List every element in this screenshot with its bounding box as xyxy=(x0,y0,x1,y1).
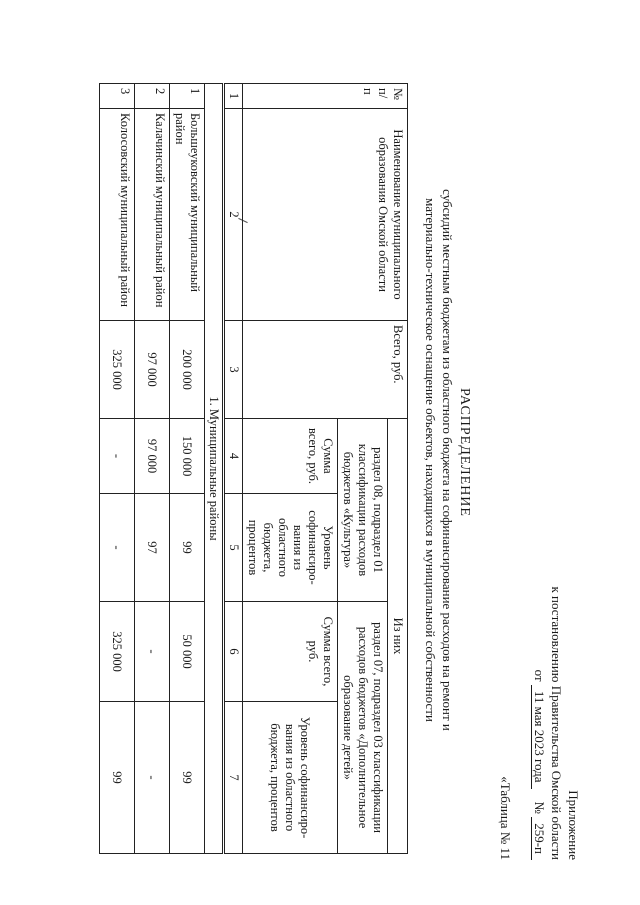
header-culture-level: Уровень софинансиро-вания из областного бюджета, процентов xyxy=(243,494,338,602)
column-number-row xyxy=(224,84,243,854)
decree-reference: к постановлению Правительства Омской области xyxy=(549,586,564,860)
col-num-7: 7 xyxy=(224,702,243,854)
header-of-them: Из них xyxy=(388,419,408,854)
row-culture-sum: 97 000 xyxy=(135,419,170,494)
row-culture-sum: - xyxy=(100,419,135,494)
appendix-header xyxy=(531,470,582,860)
col-num-1: 1 xyxy=(224,84,243,109)
header-name: Наименование муниципального образования Омской области xyxy=(243,109,408,321)
appendix-label: Приложение xyxy=(566,790,581,860)
table-row xyxy=(100,84,135,854)
row-edu-level: - xyxy=(135,702,170,854)
document-subtitle xyxy=(422,150,456,770)
decree-date: 11 мая 2023 года xyxy=(531,685,547,789)
document-title: РАСПРЕДЕЛЕНИЕ xyxy=(457,388,472,517)
row-num: 3 xyxy=(100,84,135,109)
col-num-2: 2 xyxy=(224,109,243,321)
row-culture-level: 99 xyxy=(170,494,205,602)
row-total: 97 000 xyxy=(135,321,170,419)
header-edu-sum: Сумма всего, руб. xyxy=(243,602,338,702)
header-total: Всего, руб. xyxy=(243,321,408,419)
row-total: 200 000 xyxy=(170,321,205,419)
row-name: Большеуковский муниципальный район xyxy=(170,109,205,321)
row-edu-sum: 325 000 xyxy=(100,602,135,702)
header-row-1 xyxy=(388,84,408,854)
subsidy-distribution-table xyxy=(99,83,408,854)
number-prefix: № xyxy=(532,801,547,814)
table-row xyxy=(170,84,205,854)
subtitle-line-1: субсидий местным бюджетам из областного бюджета на софинансирование расходов на ремонт и xyxy=(440,189,455,731)
col-num-6: 6 xyxy=(224,602,243,702)
date-prefix: от xyxy=(532,669,547,682)
header-education: раздел 07, подраздел 03 классификации расходов бюджетов «Дополнительное образование детей» xyxy=(338,602,388,854)
row-edu-sum: 50 000 xyxy=(170,602,205,702)
row-edu-level: 99 xyxy=(170,702,205,854)
col-num-3: 3 xyxy=(224,321,243,419)
header-culture: раздел 08, подраздел 01 классификации расходов бюджетов «Культура» xyxy=(338,419,388,602)
row-num: 2 xyxy=(135,84,170,109)
row-culture-level: - xyxy=(100,494,135,602)
section-heading: 1. Муниципальные районы xyxy=(205,84,224,854)
decree-date-number-line xyxy=(531,470,548,860)
col-num-4: 4 xyxy=(224,419,243,494)
row-edu-sum: - xyxy=(135,602,170,702)
row-num: 1 xyxy=(170,84,205,109)
table-number-label: «Таблица № 11 xyxy=(498,776,513,860)
table-row xyxy=(135,84,170,854)
row-name: Калачинский муниципальный район xyxy=(135,109,170,321)
row-culture-sum: 150 000 xyxy=(170,419,205,494)
row-name: Колосовский муниципальный район xyxy=(100,109,135,321)
header-num: № п/п xyxy=(243,84,408,109)
header-culture-sum: Сумма всего, руб. xyxy=(243,419,338,494)
section-row xyxy=(205,84,224,854)
row-total: 325 000 xyxy=(100,321,135,419)
decree-number: 259-п xyxy=(531,817,547,860)
subtitle-line-2: материально-техническое оснащение объектов, находящихся в муниципальной собственности xyxy=(423,198,438,722)
row-culture-level: 97 xyxy=(135,494,170,602)
col-num-5: 5 xyxy=(224,494,243,602)
row-edu-level: 99 xyxy=(100,702,135,854)
header-edu-level: Уровень софинансиро-вания из областного бюджета, процентов xyxy=(243,702,338,854)
